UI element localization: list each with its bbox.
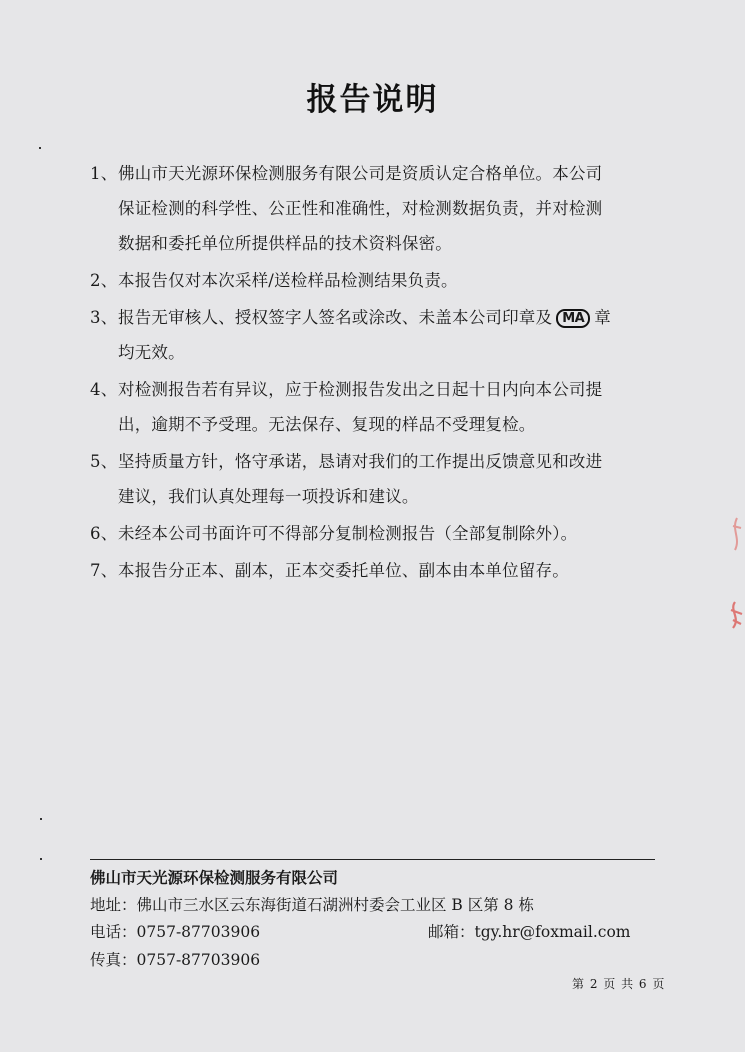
note-3 xyxy=(90,300,650,370)
note-number: 1、 xyxy=(90,164,118,183)
stamp-fragment-icon xyxy=(723,510,745,650)
note-5 xyxy=(90,444,650,514)
note-line: 坚持质量方针，恪守承诺，恳请对我们的工作提出反馈意见和改进 xyxy=(118,452,603,471)
note-line: 数据和委托单位所提供样品的技术资料保密。 xyxy=(118,234,452,253)
note-number: 4、 xyxy=(90,380,118,399)
cma-mark-icon: MA xyxy=(556,309,590,328)
note-number: 7、 xyxy=(90,561,118,580)
footer-phone: 电话：0757-87703906 xyxy=(90,923,261,941)
page-title: 报告说明 xyxy=(306,82,439,118)
note-line: 佛山市天光源环保检测服务有限公司是资质认定合格单位。本公司 xyxy=(118,164,603,183)
note-line: 保证检测的科学性、公正性和准确性，对检测数据负责，并对检测 xyxy=(118,199,603,218)
footer-address: 地址：佛山市三水区云东海街道石湖洲村委会工业区 B 区第 8 栋 xyxy=(90,896,534,914)
note-2 xyxy=(90,263,650,298)
notes-list xyxy=(90,156,650,590)
note-line: 出，逾期不予受理。无法保存、复现的样品不受理复检。 xyxy=(118,415,536,434)
page-number: 第 2 页 共 6 页 xyxy=(572,977,666,991)
note-7 xyxy=(90,553,650,588)
scan-speck xyxy=(40,858,42,860)
note-6 xyxy=(90,516,650,551)
note-line: 本报告仅对本次采样/送检样品检测结果负责。 xyxy=(118,271,458,290)
note-number: 6、 xyxy=(90,524,118,543)
note-number: 2、 xyxy=(90,271,118,290)
scan-speck xyxy=(40,818,42,820)
note-1 xyxy=(90,156,650,261)
note-4 xyxy=(90,372,650,442)
footer-company: 佛山市天光源环保检测服务有限公司 xyxy=(90,869,339,887)
footer-email: 邮箱：tgy.hr@foxmail.com xyxy=(428,923,631,941)
footer-divider xyxy=(90,859,655,860)
note-line: 章 xyxy=(594,308,611,327)
note-line: 报告无审核人、授权签字人签名或涂改、未盖本公司印章及 xyxy=(118,308,553,327)
note-line: 对检测报告若有异议，应于检测报告发出之日起十日内向本公司提 xyxy=(118,380,603,399)
note-line: 均无效。 xyxy=(118,343,185,362)
note-line: 未经本公司书面许可不得部分复制检测报告（全部复制除外）。 xyxy=(118,524,578,543)
note-number: 5、 xyxy=(90,452,118,471)
note-number: 3、 xyxy=(90,308,118,327)
note-line: 本报告分正本、副本，正本交委托单位、副本由本单位留存。 xyxy=(118,561,569,580)
footer-fax: 传真：0757-87703906 xyxy=(90,951,261,969)
scan-speck xyxy=(39,147,41,149)
note-line: 建议，我们认真处理每一项投诉和建议。 xyxy=(118,487,419,506)
